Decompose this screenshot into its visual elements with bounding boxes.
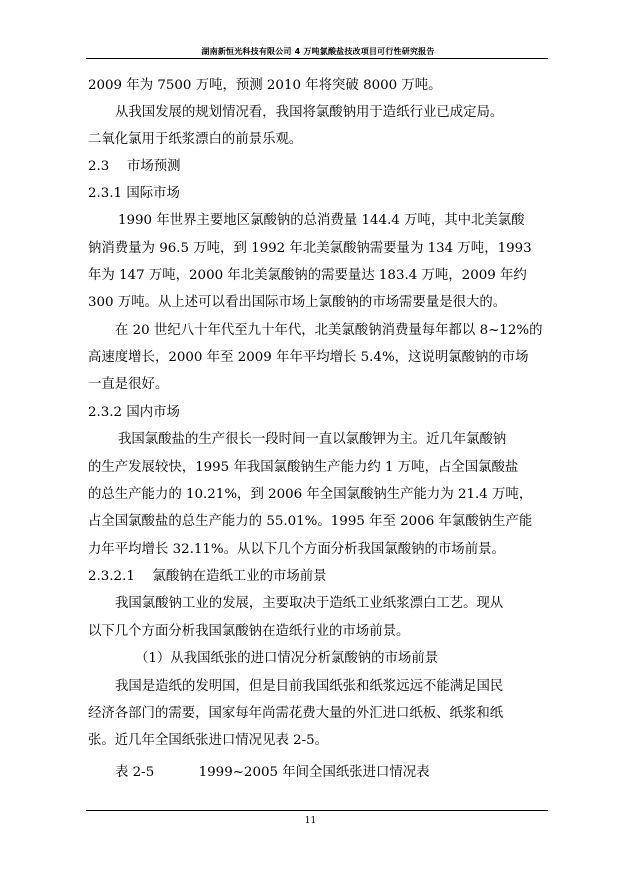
- paragraph-line: 我国氯酸钠工业的发展，主要取决于造纸工业纸浆漂白工艺。现从: [115, 596, 504, 611]
- table-caption: 表 2-5 1999~2005 年间全国纸张进口情况表: [115, 765, 430, 780]
- subsection-heading: 2.3.2 国内市场: [88, 405, 180, 420]
- paragraph-line: 力年平均增长 32.11%。从以下几个方面分析我国氯酸钠的市场前景。: [88, 542, 505, 557]
- section-heading: 2.3 市场预测: [88, 159, 181, 174]
- paragraph-line: 年为 147 万吨，2000 年北美氯酸钠的需要量达 183.4 万吨，2009 年约: [88, 268, 527, 283]
- paragraph-line: 经济各部门的需要，国家每年尚需花费大量的外汇进口纸板、纸浆和纸: [88, 706, 504, 721]
- paragraph-line: 在 20 世纪八十年代至九十年代，北美氯酸钠消费量每年都以 8~12%的: [115, 323, 543, 338]
- header-rule: [86, 58, 548, 59]
- paragraph-line: 占全国氯酸盐的总生产能力的 55.01%。1995 年至 2006 年氯酸钠生产能: [88, 514, 533, 529]
- subsubsection-heading: 2.3.2.1 氯酸钠在造纸工业的市场前景: [88, 569, 327, 584]
- list-item-heading: （1）从我国纸张的进口情况分析氯酸钠的市场前景: [135, 651, 439, 666]
- paragraph-line: 300 万吨。从上述可以看出国际市场上氯酸钠的市场需要量是很大的。: [88, 295, 507, 310]
- subsection-heading: 2.3.1 国际市场: [88, 186, 180, 201]
- paragraph-line: 的总生产能力的 10.21%，到 2006 年全国氯酸钠生产能力为 21.4 万吨，: [88, 487, 533, 502]
- page-header: 湖南新恒光科技有限公司 4 万吨氯酸盐技改项目可行性研究报告: [201, 47, 435, 56]
- paragraph-line: 一直是很好。: [88, 377, 169, 392]
- paragraph-line: 二氧化氯用于纸浆漂白的前景乐观。: [88, 132, 303, 147]
- paragraph-line: 以下几个方面分析我国氯酸钠在造纸行业的市场前景。: [88, 624, 410, 639]
- paragraph-line: 钠消费量为 96.5 万吨，到 1992 年北美氯酸钠需要量为 134 万吨，1993: [88, 241, 532, 256]
- paragraph-line: 2009 年为 7500 万吨，预测 2010 年将突破 8000 万吨。: [88, 78, 442, 93]
- paragraph-line: 1990 年世界主要地区氯酸钠的总消费量 144.4 万吨，其中北美氯酸: [118, 213, 525, 228]
- paragraph-line: 张。近几年全国纸张进口情况见表 2-5。: [88, 733, 329, 748]
- paragraph-line: 从我国发展的规划情况看，我国将氯酸钠用于造纸行业已成定局。: [115, 105, 504, 120]
- page-number: 11: [304, 816, 317, 826]
- paragraph-line: 的生产发展较快，1995 年我国氯酸钠生产能力约 1 万吨，占全国氯酸盐: [88, 460, 519, 475]
- footer-rule: [86, 810, 548, 811]
- paragraph-line: 我国氯酸盐的生产很长一段时间一直以氯酸钾为主。近几年氯酸钠: [118, 432, 507, 447]
- paragraph-line: 我国是造纸的发明国，但是目前我国纸张和纸浆远远不能满足国民: [115, 679, 504, 694]
- paragraph-line: 高速度增长，2000 年至 2009 年年平均增长 5.4%，这说明氯酸钠的市场: [88, 350, 529, 365]
